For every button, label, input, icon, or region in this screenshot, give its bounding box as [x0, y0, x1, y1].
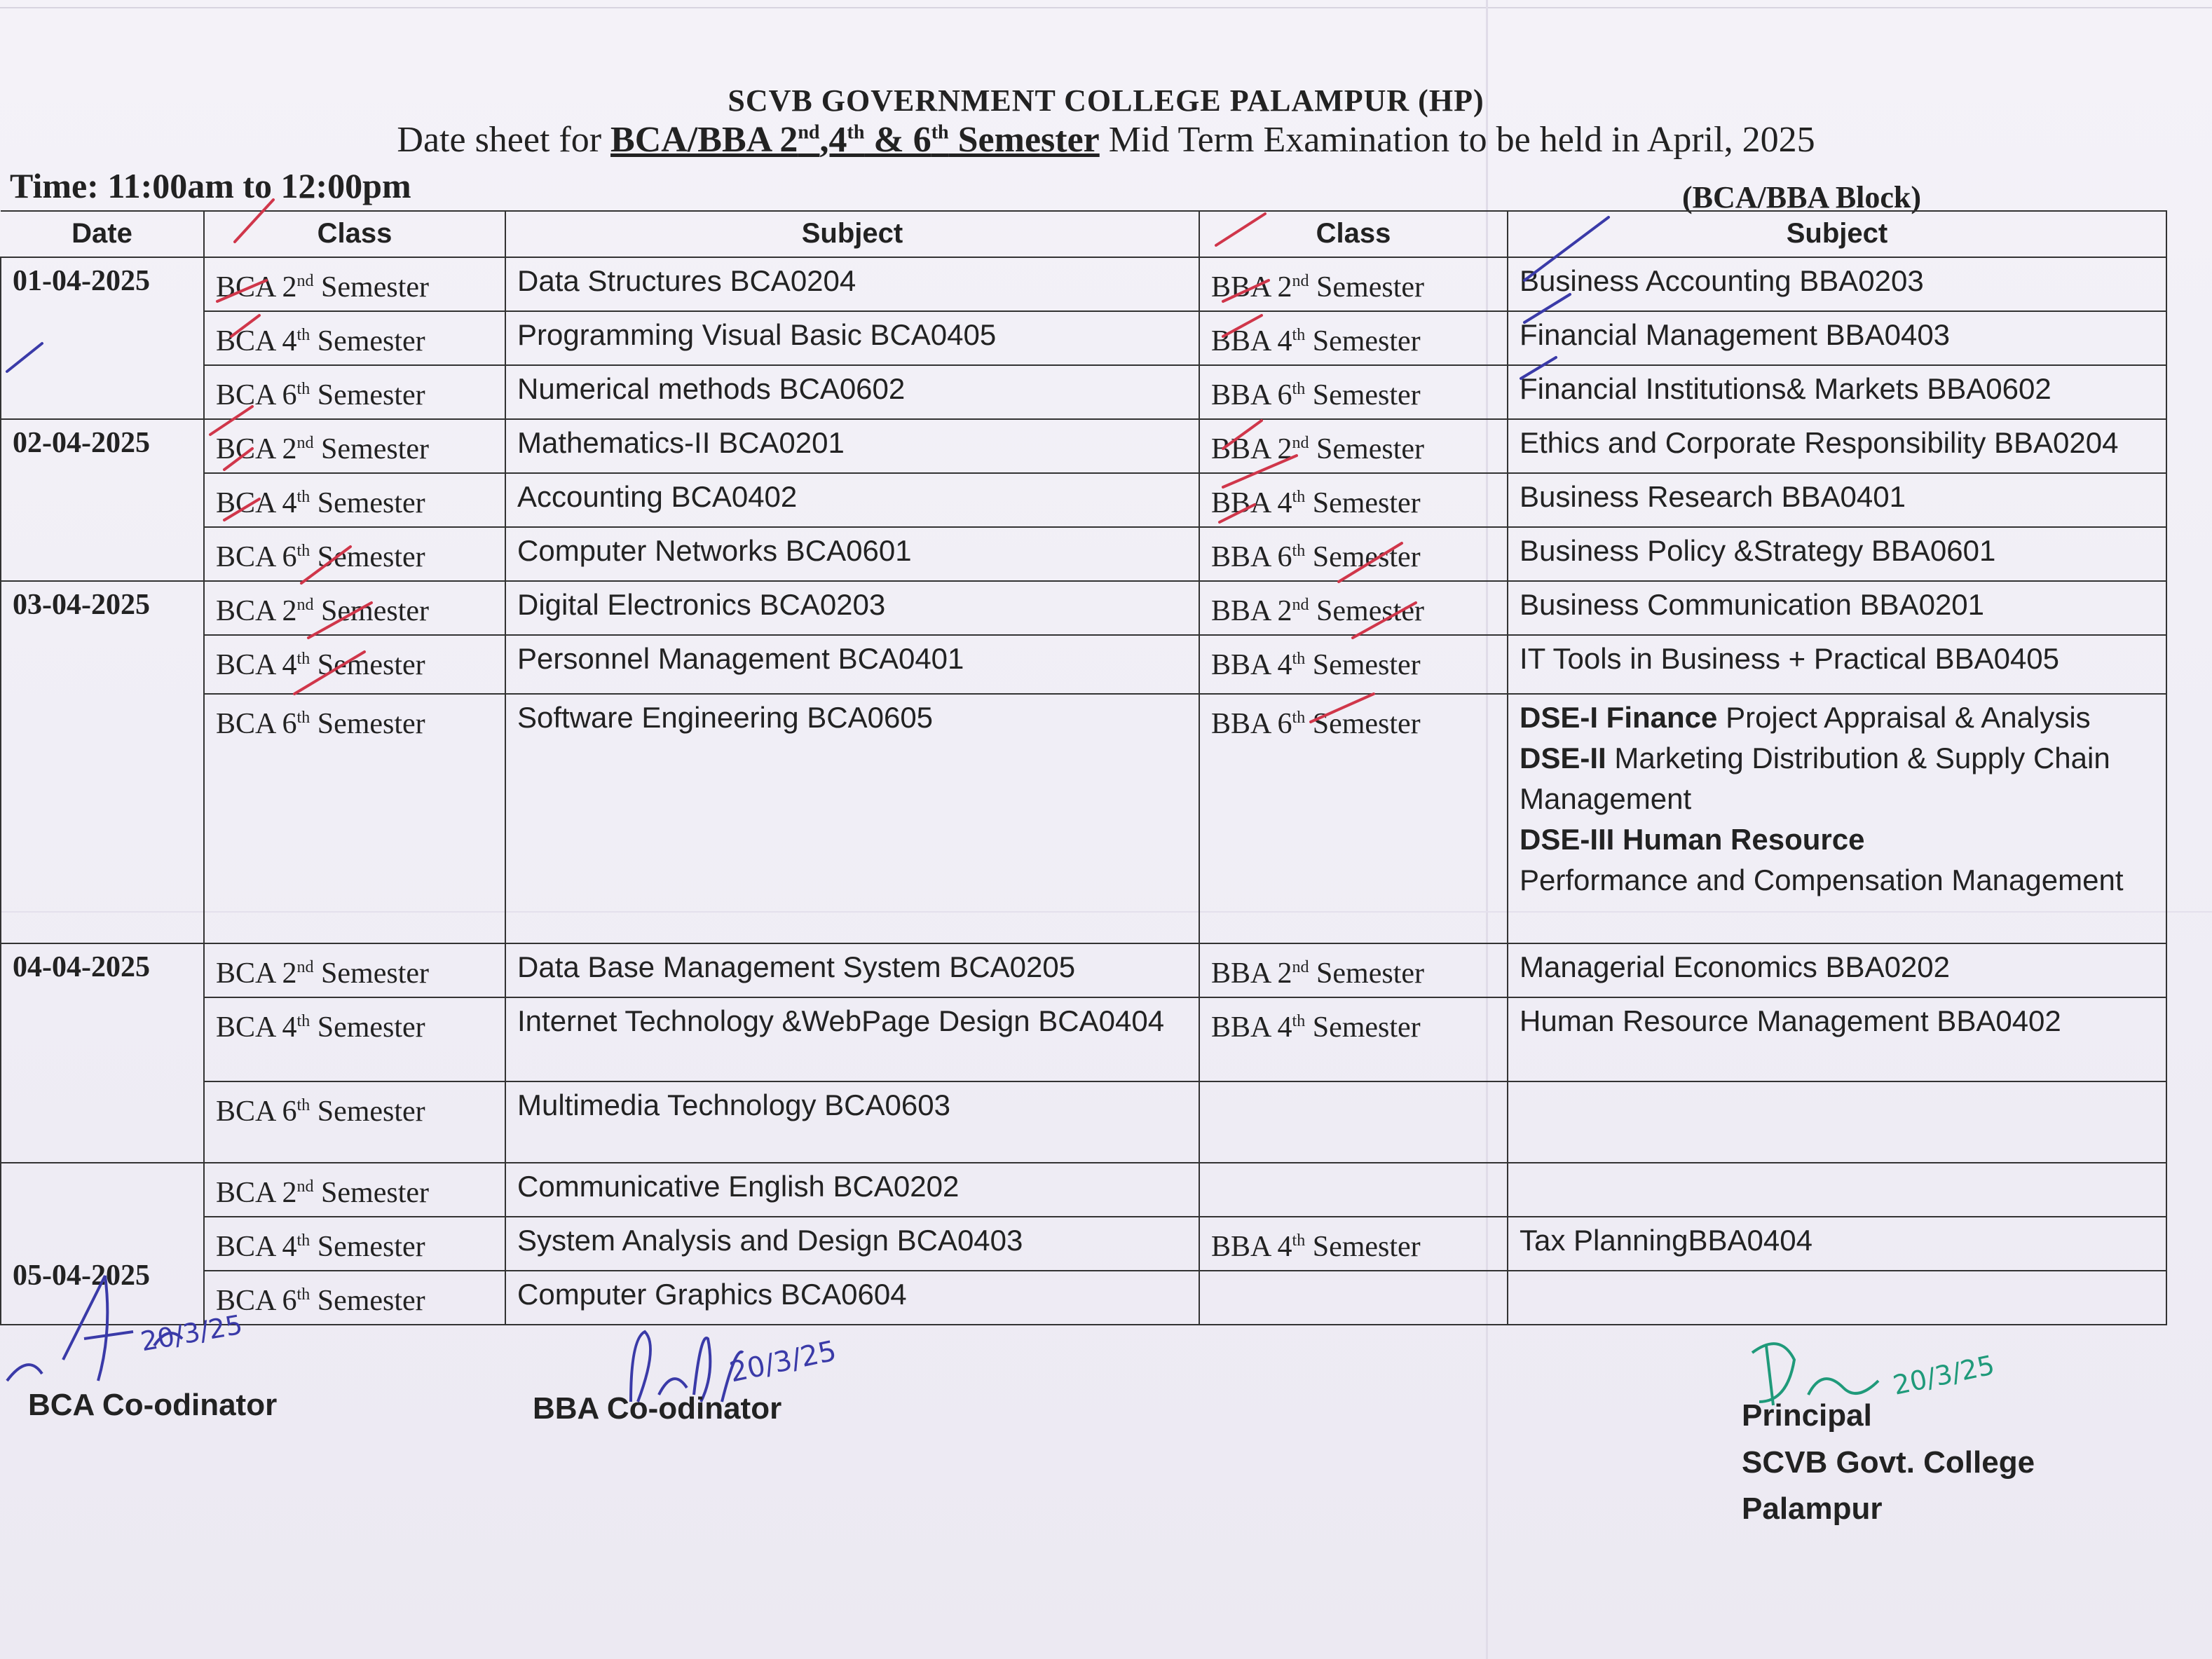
principal-college: SCVB Govt. College — [1742, 1445, 2035, 1480]
bca-prog: BCA 4 — [216, 1231, 297, 1263]
bca-sup: th — [296, 380, 310, 398]
red-tick-mark — [231, 315, 259, 336]
bba-prog: BBA 2 — [1211, 271, 1292, 303]
bca-sem: Semester — [317, 649, 425, 681]
bca-prog: BCA 4 — [216, 325, 297, 357]
bba-prog: BBA 2 — [1211, 957, 1292, 990]
bca-prog: BCA 2 — [216, 433, 297, 465]
sem-4: ,4 — [819, 120, 847, 160]
bba-prog: BBA 6 — [1211, 708, 1292, 740]
bba-sem: Semester — [1312, 1231, 1421, 1263]
bca-sup: th — [296, 542, 310, 560]
bca-prog: BCA 6 — [216, 541, 297, 573]
bba-subject: IT Tools in Business + Practical BBA0405 — [1508, 635, 2166, 694]
red-tick-mark — [1353, 603, 1416, 638]
bca-prog: BCA 4 — [216, 487, 297, 519]
programme-text: BCA/BBA 2 — [610, 120, 798, 160]
bca-sem: Semester — [317, 1011, 425, 1044]
bba-prog: BBA 6 — [1211, 541, 1292, 573]
principal-sign-date: 20/3/25 — [1890, 1349, 1998, 1401]
bca-subject: Internet Technology &WebPage Design BCA0404 — [505, 997, 1199, 1081]
bca-subject: System Analysis and Design BCA0403 — [505, 1217, 1199, 1271]
bca-subject: Software Engineering BCA0605 — [505, 694, 1199, 943]
dse2-text: Marketing Distribution & Supply Chain Management — [1520, 742, 2110, 815]
semester-word: Semester — [948, 120, 1100, 160]
date-cell: 05-04-2025 — [1, 1163, 204, 1325]
bca-sem: Semester — [317, 1095, 425, 1128]
bca-subject: Digital Electronics BCA0203 — [505, 581, 1199, 635]
bca-sem: Semester — [317, 379, 425, 411]
bba-prog: BBA 4 — [1211, 487, 1292, 519]
date-cell: 01-04-2025 — [1, 257, 204, 419]
date-cell: 04-04-2025 — [1, 943, 204, 1163]
bca-prog: BCA 6 — [216, 1095, 297, 1128]
sem-6: & 6 — [864, 120, 931, 160]
bba-sem: Semester — [1312, 541, 1421, 573]
bba-coordinator-label: BBA Co-odinator — [533, 1391, 782, 1426]
red-tick-mark — [210, 407, 252, 435]
bca-prog: BCA 2 — [216, 595, 297, 627]
bca-sem: Semester — [321, 595, 429, 627]
bca-sem: Semester — [321, 271, 429, 303]
bca-sem: Semester — [317, 487, 425, 519]
bba-subject: Financial Institutions& Markets BBA0602 — [1508, 365, 2166, 419]
college-name: SCVB GOVERNMENT COLLEGE PALAMPUR (HP) — [728, 83, 1484, 118]
bca-coordinator-label: BCA Co-odinator — [28, 1388, 278, 1422]
red-tick-mark — [1223, 315, 1262, 336]
dse2-label: DSE-II — [1520, 742, 1606, 774]
bca-sup: th — [296, 650, 310, 668]
exam-block: (BCA/BBA Block) — [1682, 180, 1922, 214]
red-tick-mark — [224, 449, 252, 470]
bca-sup: nd — [296, 1177, 314, 1196]
bca-subject: Programming Visual Basic BCA0405 — [505, 311, 1199, 365]
dse1-text: Project Appraisal & Analysis — [1717, 701, 2091, 734]
bba-sup: nd — [1292, 272, 1309, 290]
bca-sem: Semester — [321, 433, 429, 465]
bca-subject: Communicative English BCA0202 — [505, 1163, 1199, 1217]
bca-sup: th — [296, 1231, 310, 1250]
bba-prog: BBA 4 — [1211, 1231, 1292, 1263]
bca-sup: nd — [296, 596, 314, 614]
bca-subject: Personnel Management BCA0401 — [505, 635, 1199, 694]
bba-sup: th — [1292, 1231, 1306, 1250]
bca-sem: Semester — [317, 708, 425, 740]
red-tick-mark — [308, 603, 371, 638]
bba-sem: Semester — [1312, 325, 1421, 357]
bca-sup: nd — [296, 434, 314, 452]
bba-sign-date: 20/3/25 — [726, 1334, 840, 1389]
bba-subject: Human Resource Management BBA0402 — [1508, 997, 2166, 1081]
bba-sup: nd — [1292, 958, 1309, 976]
date-cell: 02-04-2025 — [1, 419, 204, 581]
sup-th: th — [847, 121, 865, 144]
bca-sem: Semester — [317, 541, 425, 573]
bca-sem: Semester — [317, 1231, 425, 1263]
bca-prog: BCA 6 — [216, 708, 297, 740]
bba-prog: BBA 2 — [1211, 433, 1292, 465]
bba-sem: Semester — [1316, 433, 1424, 465]
bca-prog: BCA 4 — [216, 1011, 297, 1044]
bca-prog: BCA 6 — [216, 379, 297, 411]
bca-subject: Numerical methods BCA0602 — [505, 365, 1199, 419]
red-tick-mark — [294, 652, 364, 694]
bba-sup: th — [1292, 709, 1306, 727]
bba-sem: Semester — [1316, 957, 1424, 990]
bba-sup: nd — [1292, 596, 1309, 614]
bba-subject: Business Policy &Strategy BBA0601 — [1508, 527, 2166, 581]
bca-sign-date: 20/3/25 — [138, 1309, 245, 1358]
bca-sup: th — [296, 709, 310, 727]
bca-prog: BCA 2 — [216, 957, 297, 990]
bca-prog: BCA 2 — [216, 1177, 297, 1209]
bca-subject: Computer Graphics BCA0604 — [505, 1271, 1199, 1325]
bba-prog: BBA 4 — [1211, 649, 1292, 681]
bca-prog: BCA 2 — [216, 271, 297, 303]
dse3-label: DSE-III Human Resource — [1520, 823, 1865, 856]
bba-sem: Semester — [1312, 379, 1421, 411]
bca-sem: Semester — [317, 325, 425, 357]
bca-subject: Data Structures BCA0204 — [505, 257, 1199, 311]
col-subject-bba: Subject — [1508, 211, 2166, 257]
blue-tick-mark — [1524, 217, 1609, 280]
bba-sem: Semester — [1312, 487, 1421, 519]
bca-subject: Accounting BCA0402 — [505, 473, 1199, 527]
bca-sup: nd — [296, 272, 314, 290]
bca-sup: th — [296, 1012, 310, 1030]
sup-th-2: th — [931, 121, 949, 144]
bba-prog: BBA 4 — [1211, 325, 1292, 357]
date-cell: 03-04-2025 — [1, 581, 204, 943]
bba-sup: th — [1292, 542, 1306, 560]
exam-time: Time: 11:00am to 12:00pm — [10, 166, 411, 205]
red-tick-mark — [1311, 694, 1374, 722]
bba-subject: Tax PlanningBBA0404 — [1508, 1217, 2166, 1271]
red-tick-mark — [1339, 543, 1402, 582]
bba-sup: th — [1292, 488, 1306, 506]
red-tick-mark — [1223, 280, 1269, 301]
bba-prog: BBA 2 — [1211, 595, 1292, 627]
principal-place: Palampur — [1742, 1491, 1883, 1526]
bba-subject: Business Research BBA0401 — [1508, 473, 2166, 527]
bca-subject: Mathematics-II BCA0201 — [505, 419, 1199, 473]
red-tick-mark — [1216, 214, 1265, 245]
bba-prog: BBA 4 — [1211, 1011, 1292, 1044]
principal-title: Principal — [1742, 1398, 1872, 1433]
bba-subject: Business Accounting BBA0203 — [1508, 257, 2166, 311]
bba-subject: Financial Management BBA0403 — [1508, 311, 2166, 365]
red-tick-mark — [235, 200, 273, 242]
bca-sem: Semester — [321, 1177, 429, 1209]
red-tick-mark — [301, 547, 350, 583]
dse1-label: DSE-I Finance — [1520, 701, 1718, 734]
bba-sem: Semester — [1316, 595, 1424, 627]
bba-sem: Semester — [1312, 708, 1421, 740]
red-tick-mark — [1220, 505, 1255, 522]
red-tick-mark — [1223, 456, 1297, 487]
bba-sem: Semester — [1312, 649, 1421, 681]
bba-sup: th — [1292, 326, 1306, 344]
bca-subject: Data Base Management System BCA0205 — [505, 943, 1199, 997]
title-suffix: Mid Term Examination to be held in April, 2025 — [1108, 120, 1815, 160]
bca-prog: BCA 4 — [216, 649, 297, 681]
bca-sem: Semester — [317, 1285, 425, 1317]
bba-subject: Business Communication BBA0201 — [1508, 581, 2166, 635]
bba-sup: th — [1292, 650, 1306, 668]
bba-sem: Semester — [1312, 1011, 1421, 1044]
bba-sem: Semester — [1316, 271, 1424, 303]
col-class-bba: Class — [1199, 211, 1508, 257]
blue-tick-mark — [1524, 294, 1570, 322]
red-tick-mark — [1223, 421, 1262, 449]
bba-sup: nd — [1292, 434, 1309, 452]
red-tick-mark — [224, 499, 259, 520]
bca-prog: BCA 6 — [216, 1285, 297, 1317]
col-date: Date — [1, 211, 204, 257]
sup-nd: nd — [798, 121, 820, 144]
dse3-text: Performance and Compensation Management — [1520, 863, 2124, 896]
blue-tick-mark — [7, 343, 42, 371]
bba-prog: BBA 6 — [1211, 379, 1292, 411]
bca-sup: th — [296, 488, 310, 506]
blue-tick-mark — [1521, 357, 1556, 378]
bba-subject: Ethics and Corporate Responsibility BBA0204 — [1508, 419, 2166, 473]
bca-sup: th — [296, 326, 310, 344]
bba-subject: Managerial Economics BBA0202 — [1508, 943, 2166, 997]
bca-subject: Multimedia Technology BCA0603 — [505, 1081, 1199, 1163]
col-class-bca: Class — [204, 211, 505, 257]
bca-sem: Semester — [321, 957, 429, 990]
bca-sup: nd — [296, 958, 314, 976]
bca-sup: th — [296, 1285, 310, 1304]
bca-subject: Computer Networks BCA0601 — [505, 527, 1199, 581]
bca-sup: th — [296, 1096, 310, 1114]
bba-sup: th — [1292, 380, 1306, 398]
bba-sup: th — [1292, 1012, 1306, 1030]
col-subject-bca: Subject — [505, 211, 1199, 257]
title-prefix: Date sheet for — [397, 120, 602, 160]
red-tick-mark — [217, 280, 266, 301]
